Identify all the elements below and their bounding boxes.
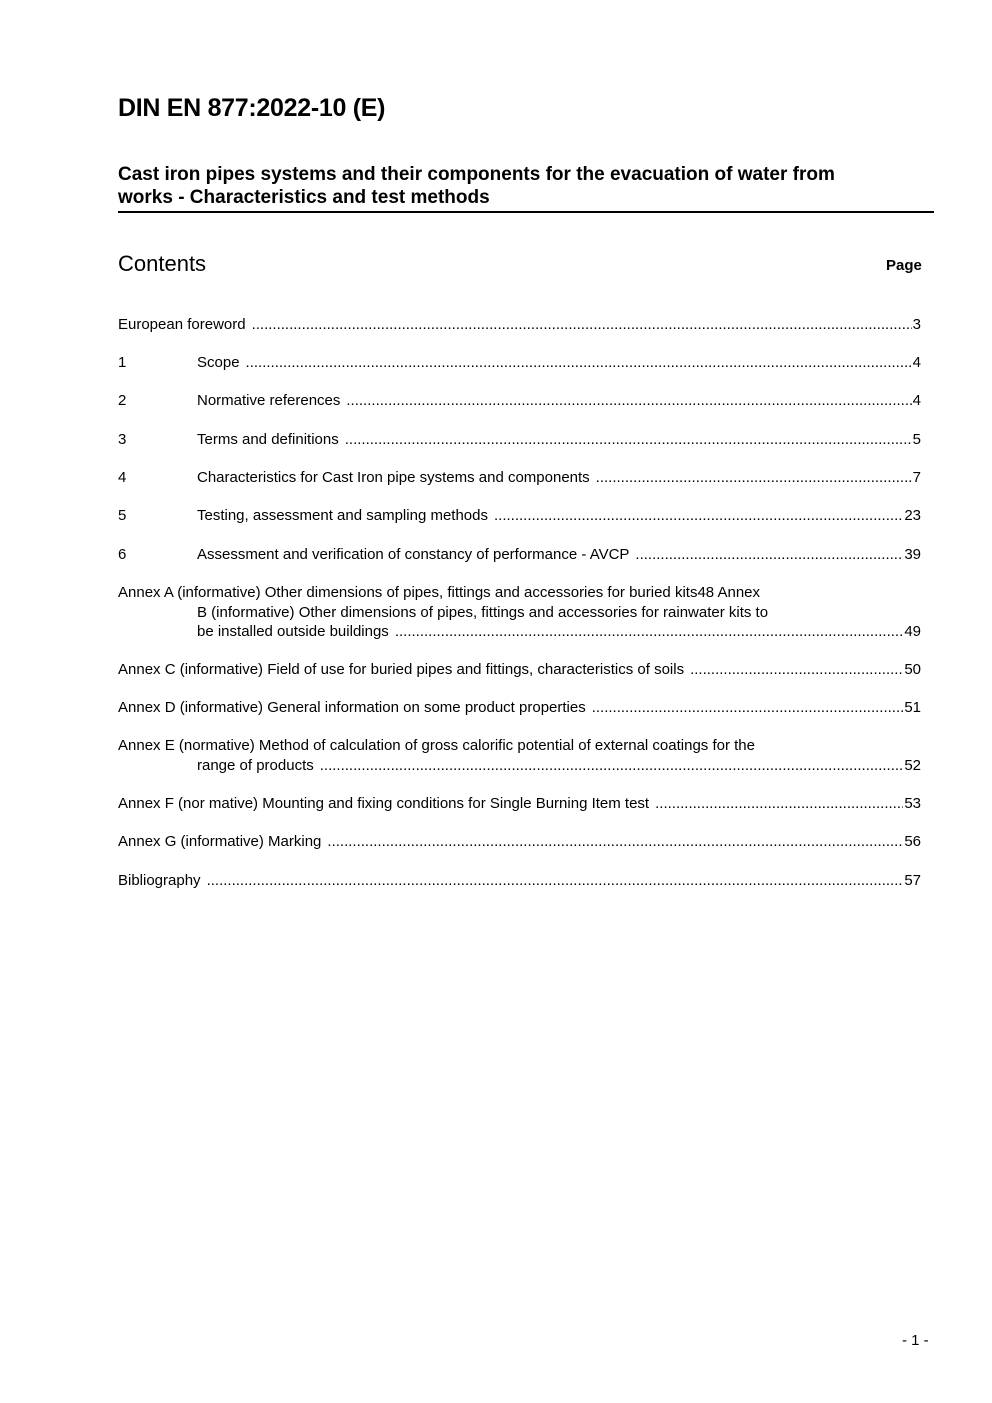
toc-leader bbox=[207, 871, 904, 891]
toc-entry-number: 1 bbox=[118, 354, 127, 371]
toc-leader bbox=[596, 468, 912, 488]
toc-entry-page: 51 bbox=[904, 699, 921, 716]
toc-entry-title: Terms and definitions bbox=[197, 431, 339, 448]
toc-entry-number: 2 bbox=[118, 392, 127, 409]
document-title: DIN EN 877:2022-10 (E) bbox=[118, 94, 386, 122]
document-subtitle bbox=[118, 163, 934, 213]
toc-entry-page: 4 bbox=[912, 392, 921, 409]
toc-entry-bibliography[interactable] bbox=[118, 871, 921, 891]
toc-leader bbox=[690, 660, 903, 680]
toc-entry-annex-f[interactable] bbox=[118, 794, 921, 814]
toc-entry-page: 52 bbox=[904, 756, 921, 774]
toc-entry-title: Testing, assessment and sampling methods bbox=[197, 507, 488, 524]
page-column-heading: Page bbox=[886, 257, 922, 274]
toc-leader bbox=[327, 832, 903, 852]
toc-entry-normative-references[interactable] bbox=[118, 391, 921, 411]
toc-entry-page: 3 bbox=[912, 316, 921, 333]
toc-entry-page: 53 bbox=[904, 795, 921, 812]
toc-entry-title: Normative references bbox=[197, 392, 341, 409]
toc-entry-title-line-1: Annex E (normative) Method of calculation of gross calorific potential of external coatings for the bbox=[118, 737, 755, 754]
toc-entry-characteristics[interactable] bbox=[118, 468, 921, 488]
toc-entry-page: 56 bbox=[904, 833, 921, 850]
toc-entry-annex-a-b[interactable] bbox=[118, 583, 921, 642]
toc-entry-scope[interactable] bbox=[118, 353, 921, 373]
toc-entry-annex-c[interactable] bbox=[118, 660, 921, 680]
toc-leader bbox=[592, 698, 904, 718]
toc-entry-page: 23 bbox=[904, 507, 921, 524]
toc-entry-number: 5 bbox=[118, 507, 127, 524]
page-number: - 1 - bbox=[902, 1332, 929, 1349]
toc-leader bbox=[346, 391, 911, 411]
toc-entry-title: Annex C (informative) Field of use for buried pipes and fittings, characteristics of soils bbox=[118, 661, 685, 678]
toc-entry-title: Characteristics for Cast Iron pipe systems and components bbox=[197, 469, 590, 486]
toc-entry-annex-d[interactable] bbox=[118, 698, 921, 718]
toc-entry-testing[interactable] bbox=[118, 506, 921, 526]
toc-leader bbox=[494, 506, 903, 526]
toc-entry-title: Scope bbox=[197, 354, 240, 371]
toc-entry-page: 50 bbox=[904, 661, 921, 678]
toc-leader bbox=[345, 430, 912, 450]
toc-entry-foreword[interactable] bbox=[118, 315, 921, 335]
toc-entry-title: Annex F (nor mative) Mounting and fixing conditions for Single Burning Item test bbox=[118, 795, 650, 812]
toc-entry-annex-e[interactable] bbox=[118, 736, 921, 775]
toc-entry-title: Annex D (informative) General information on some product properties bbox=[118, 699, 586, 716]
toc-entry-page: 57 bbox=[904, 872, 921, 889]
toc-leader bbox=[655, 794, 903, 814]
subtitle-line-2: works - Characteristics and test methods bbox=[118, 187, 490, 208]
toc-entry-page: 39 bbox=[904, 546, 921, 563]
contents-heading: Contents bbox=[118, 251, 207, 276]
toc-entry-terms-definitions[interactable] bbox=[118, 430, 921, 450]
toc-entry-title-line-1: Annex A (informative) Other dimensions of pipes, fittings and accessories for buried kits48 Annex bbox=[118, 584, 760, 601]
toc-entry-title: European foreword bbox=[118, 316, 246, 333]
toc-entry-page: 5 bbox=[912, 431, 921, 448]
toc-leader bbox=[635, 545, 903, 565]
toc-entry-avcp[interactable] bbox=[118, 545, 921, 565]
toc-entry-page: 7 bbox=[912, 469, 921, 486]
toc-leader bbox=[320, 756, 904, 776]
toc-entry-title: Assessment and verification of constancy of performance - AVCP bbox=[197, 546, 630, 563]
toc-entry-title-line-2: B (informative) Other dimensions of pipes, fittings and accessories for rainwater kits to bbox=[197, 603, 769, 621]
toc-entry-title: Annex G (informative) Marking bbox=[118, 833, 322, 850]
toc-entry-number: 3 bbox=[118, 431, 127, 448]
toc-entry-title: Bibliography bbox=[118, 872, 201, 889]
toc-leader bbox=[395, 622, 904, 642]
toc-leader bbox=[252, 315, 912, 335]
toc-entry-number: 4 bbox=[118, 469, 127, 486]
toc-entry-page: 49 bbox=[904, 623, 921, 640]
toc-entry-title-line-2: range of products bbox=[197, 756, 314, 774]
toc-leader bbox=[246, 353, 912, 373]
toc-entry-page: 4 bbox=[912, 354, 921, 371]
toc-entry-annex-g[interactable] bbox=[118, 832, 921, 852]
subtitle-line-1: Cast iron pipes systems and their components for the evacuation of water from bbox=[118, 164, 835, 185]
toc-entry-title-line-3: be installed outside buildings bbox=[197, 623, 389, 640]
toc-entry-number: 6 bbox=[118, 546, 127, 563]
